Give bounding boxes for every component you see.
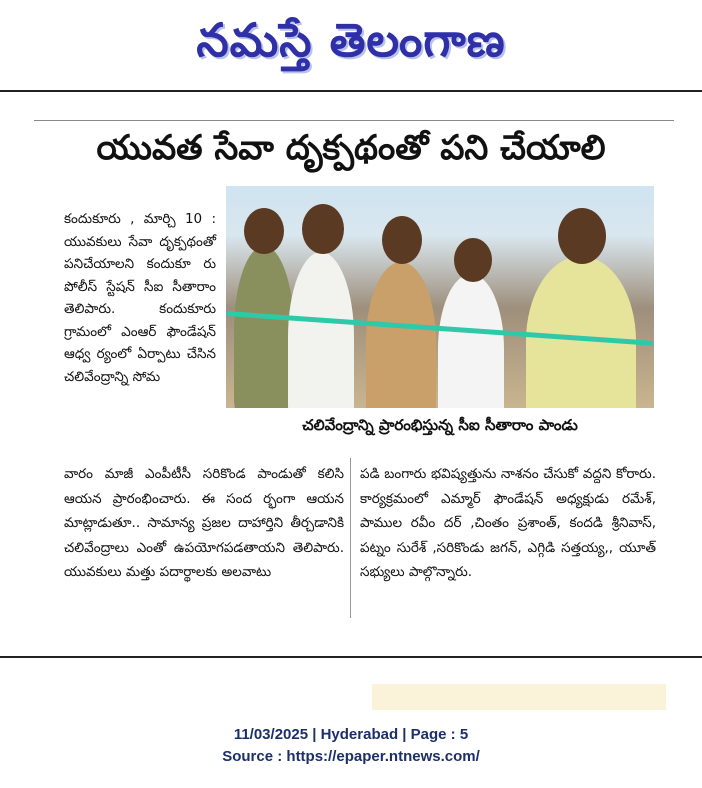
masthead-title: నమస్తే తెలంగాణ xyxy=(196,13,506,67)
next-article-box-fragment xyxy=(372,684,666,710)
article-intro xyxy=(64,208,216,388)
photo-person-head xyxy=(558,208,606,264)
article-body-right xyxy=(360,462,656,585)
body-left-paragraph: వారం మాజీ ఎంపీటీసీ సరికొండ పాండుతో కలిసి ఆయన ప్రారంభించారు. ఈ సంద ర్భంగా ఆయన మాట్లాడుతూ.. సామాన్య ప్రజల దాహార్తిని తీర్చడానికి చలివేంద్రాలు ఎంతో ఉపయోగపడతాయని తెలిపారు. యువకులు మత్తు పదార్థాలకు అలవాటు xyxy=(64,466,344,580)
article-body-left xyxy=(64,462,344,585)
photo-caption: చలివేంద్రాన్ని ప్రారంభిస్తున్న సీఐ సీతారాం పాండు xyxy=(302,416,578,434)
photo-person-head xyxy=(244,208,284,254)
photo-person xyxy=(234,246,294,408)
next-article-heading-fragment xyxy=(0,684,340,710)
article-headline: యువత సేవా దృక్పథంతో పని చేయాలి xyxy=(96,128,606,168)
photo-person xyxy=(526,256,636,408)
photo-person-head xyxy=(302,204,344,254)
photo-person-head xyxy=(454,238,492,282)
photo-person xyxy=(366,262,436,408)
masthead xyxy=(0,4,702,76)
intro-paragraph: కందుకూరు , మార్చి 10 : యువకులు సేవా దృక్పథంతో పనిచేయాలని కందుకూ రు పోలీస్ స్టేషన్ సీఐ సీతారాం తెలిపారు. కందుకూరు గ్రామంలో ఎంఆర్ ఫౌండేషన్ ఆధ్వ ర్యంలో ఏర్పాటు చేసిన చలివేంద్రాన్ని సోమ xyxy=(64,211,216,385)
footer-date-line: 11/03/2025 | Hyderabad | Page : 5 xyxy=(233,726,469,743)
photo-person xyxy=(438,274,504,408)
photo-person xyxy=(288,252,354,408)
body-right-paragraph: పడి బంగారు భవిష్యత్తును నాశనం చేసుకో వద్దని కోరారు. కార్యక్రమంలో ఎమ్మార్ ఫౌండేషన్ అధ్యక్షుడు రమేశ్, పాముల రవీం దర్ ,చింతం ప్రశాంత్, కందడి శ్రీనివాస్, పట్నం సురేశ్ ,సరికొండు జగన్, ఎగ్గిడి సత్తయ్య,, యూత్ సభ్యులు పాల్గొన్నారు. xyxy=(360,466,656,580)
top-rule xyxy=(0,90,702,92)
photo-person-head xyxy=(382,216,422,264)
bottom-rule xyxy=(0,656,702,658)
article-photo xyxy=(226,186,654,408)
footer xyxy=(0,724,702,768)
column-divider xyxy=(350,458,351,618)
footer-source-line: Source : https://epaper.ntnews.com/ xyxy=(222,748,480,765)
